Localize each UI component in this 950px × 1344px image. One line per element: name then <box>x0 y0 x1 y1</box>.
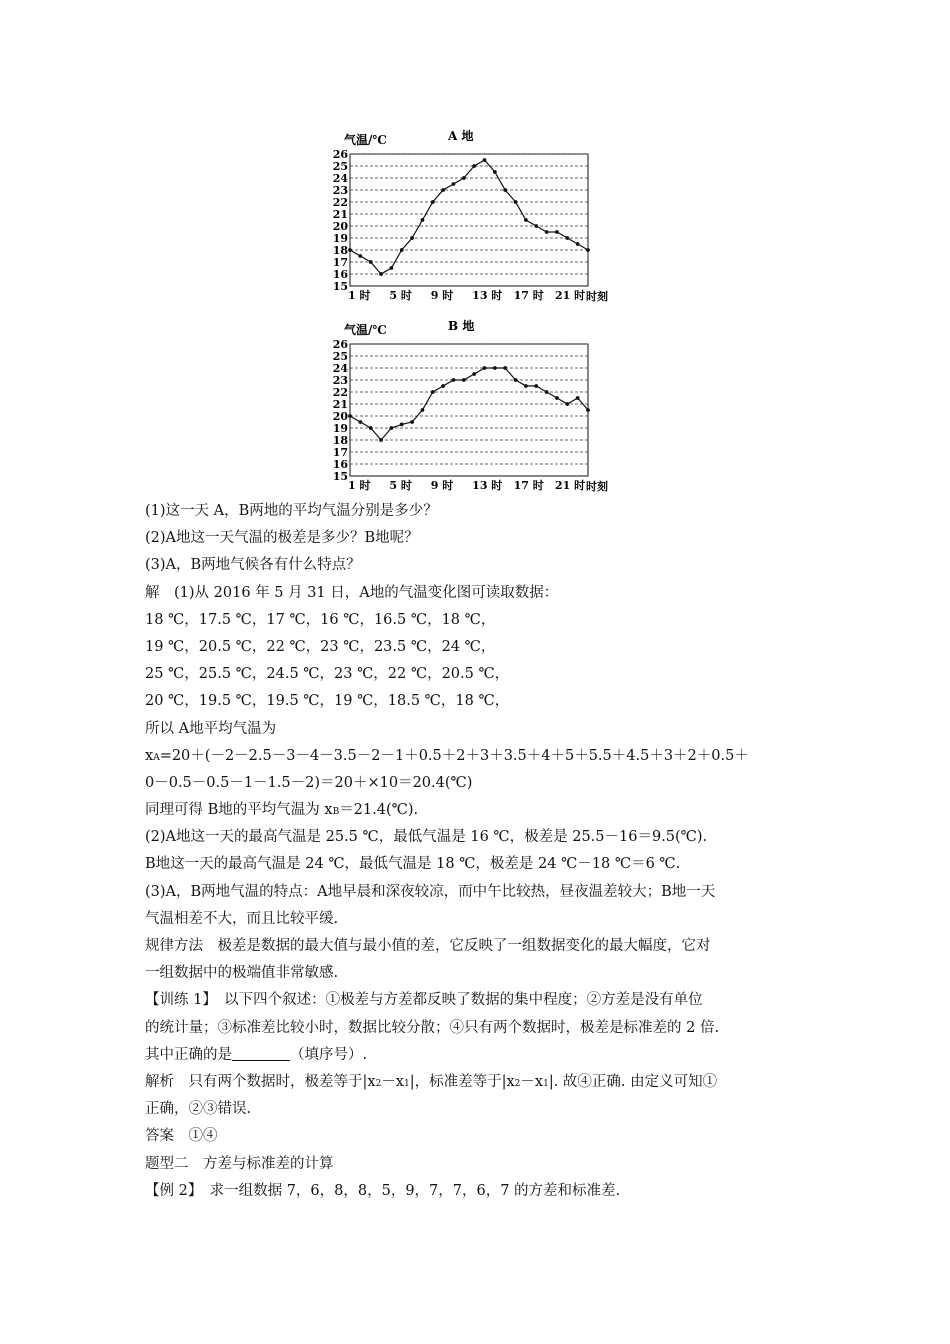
chart-a-svg <box>330 128 620 303</box>
average-a-label: 所以 A地平均气温为 <box>145 720 277 737</box>
chart-b-ylabel: 气温/℃ <box>344 323 387 337</box>
chart-b-data-point <box>586 408 590 412</box>
chart-b-x-ticks <box>348 478 585 492</box>
chart-a-plot-frame <box>350 154 588 286</box>
training-line-1: 【训练 1】 以下四个叙述：①极差与方差都反映了数据的集中程度；②方差是没有单位 <box>145 992 703 1009</box>
example-2: 【例 2】 求一组数据 7，6，8，8，5，9，7，7，6，7 的方差和标准差. <box>145 1182 621 1199</box>
method-line-1: 规律方法 极差是数据的最大值与最小值的差，它反映了一组数据变化的最大幅度，它对 <box>145 938 711 954</box>
chart-b-data-point <box>462 378 466 382</box>
analysis-sub-2b: 2 <box>514 1078 521 1089</box>
document-body <box>145 498 815 1205</box>
data-row-4: 20 ℃，19.5 ℃，19.5 ℃，19 ℃，18.5 ℃，18 ℃， <box>145 693 510 710</box>
avg-var: x <box>145 747 154 764</box>
average-formula-line-1 <box>145 743 815 770</box>
train-3a: 其中正确的是 <box>145 1046 232 1063</box>
chart-a-y-tick: 19 <box>332 232 348 245</box>
chart-a-data-point <box>493 170 497 174</box>
data-row-2: 19 ℃，20.5 ℃，22 ℃，23 ℃，23.5 ℃，24 ℃， <box>145 638 496 655</box>
chart-b-y-tick: 19 <box>332 422 348 435</box>
chart-a-data-point <box>483 158 487 162</box>
chart-a-y-tick: 26 <box>332 148 348 161</box>
chart-a-y-tick: 25 <box>332 160 348 173</box>
chart-a-ylabel: 气温/℃ <box>344 133 387 147</box>
chart-a-y-tick: 18 <box>332 244 348 257</box>
chart-b-data-point <box>524 384 528 388</box>
chart-a-data-point <box>586 248 590 252</box>
analysis-sub-1b: 1 <box>543 1078 549 1089</box>
chart-b-plot-frame <box>350 344 588 476</box>
chart-b-data-point <box>555 396 559 400</box>
chart-a-data-point <box>389 266 393 270</box>
avg-formula-1: =20＋(－2－2.5－3－4－3.5－2－1＋0.5＋2＋3＋3.5＋4＋5＋5.5＋4.5＋3＋2＋0.5＋ <box>159 747 749 764</box>
section-heading: 题型二 方差与标准差的计算 <box>145 1155 334 1172</box>
question-3: (3)A，B两地气候各有什么特点？ <box>145 557 361 574</box>
chart-a-data-point <box>410 236 414 240</box>
analysis-1a: 解析 只有两个数据时，极差等于|x <box>145 1073 376 1090</box>
analysis-sub-1: 1 <box>403 1078 410 1089</box>
chart-a-data-point <box>431 200 435 204</box>
range-b: B地这一天的最高气温是 24 ℃，最低气温是 18 ℃，极差是 24 ℃－18 ℃＝6 ℃. <box>145 856 681 873</box>
chart-a-x-tick: 13 时 <box>472 289 503 302</box>
chart-b <box>330 318 620 493</box>
chart-a-series-line <box>350 160 588 274</box>
chart-b-x-tick: 13 时 <box>472 479 503 492</box>
question-2: (2)A地这一天气温的极差是多少？B地呢？ <box>145 530 419 547</box>
avg-b-prefix: 同理可得 B地的平均气温为 <box>145 802 325 819</box>
chart-b-x-tick: 21 时 <box>554 479 586 492</box>
chart-a-y-tick: 15 <box>332 280 348 293</box>
chart-b-data-point <box>389 426 393 430</box>
analysis-1b: －x <box>381 1073 404 1090</box>
avg-var-sub: A <box>153 752 160 763</box>
chart-a-data-point <box>503 188 507 192</box>
chart-b-data-point <box>576 396 580 400</box>
avg-b-value: ＝21.4(℃). <box>339 802 419 819</box>
chart-a-data-point <box>576 242 580 246</box>
chart-b-data-point <box>400 423 404 427</box>
chart-a-data-point <box>534 224 538 228</box>
data-row-1: 18 ℃，17.5 ℃，17 ℃，16 ℃，16.5 ℃，18 ℃， <box>145 611 496 628</box>
chart-a-data-point <box>472 164 476 168</box>
chart-a-y-tick: 24 <box>332 172 348 185</box>
method-line-2: 一组数据中的极端值非常敏感. <box>145 965 339 982</box>
chart-b-y-tick: 20 <box>332 410 348 423</box>
chart-b-data-point <box>441 384 445 388</box>
chart-b-y-tick: 17 <box>332 446 348 459</box>
chart-a-x-tick: 17 时 <box>513 289 544 302</box>
chart-b-data-point <box>348 414 352 418</box>
chart-a-data-point <box>565 236 569 240</box>
average-b <box>145 797 815 824</box>
chart-a-data-point <box>545 230 549 234</box>
chart-b-y-ticks <box>333 338 349 483</box>
answer: 答案 ①④ <box>145 1128 218 1145</box>
chart-a-x-tick: 1 时 <box>348 289 371 302</box>
chart-b-y-tick: 24 <box>332 362 348 375</box>
chart-b-grid <box>350 344 588 476</box>
chart-b-y-tick: 25 <box>332 350 348 363</box>
feature-line-1: (3)A，B两地气温的特点：A地早晨和深夜较凉，而中午比较热，昼夜温差较大；B地一天 <box>145 883 716 900</box>
chart-b-data-point <box>493 366 497 370</box>
feature-line-2: 气温相差不大，而且比较平缓. <box>145 910 339 927</box>
answer-blank <box>232 1044 290 1061</box>
analysis-line-2: 正确，②③错误. <box>145 1101 252 1118</box>
chart-b-data-point <box>472 372 476 376</box>
chart-b-y-tick: 23 <box>332 374 348 387</box>
analysis-1b-2: －x <box>520 1073 544 1090</box>
chart-a-y-tick: 23 <box>332 184 348 197</box>
chart-b-y-tick: 21 <box>332 398 348 411</box>
chart-b-data-point <box>358 420 362 424</box>
analysis-1c: |，标准差等于|x <box>409 1073 515 1090</box>
question-1: (1)这一天 A，B两地的平均气温分别是多少？ <box>145 503 438 519</box>
chart-a-points <box>348 158 590 276</box>
chart-b-title: B 地 <box>448 319 475 333</box>
chart-a-title: A 地 <box>448 129 474 143</box>
chart-b-y-tick: 16 <box>332 458 348 471</box>
training-line-2: 的统计量；③标准差比较小时，数据比较分散；④只有两个数据时，极差是标准差的 2 倍. <box>145 1019 720 1036</box>
chart-b-data-point <box>545 390 549 394</box>
chart-a-data-point <box>348 248 352 252</box>
chart-b-data-point <box>421 408 425 412</box>
chart-b-data-point <box>483 366 487 370</box>
chart-a-data-point <box>452 182 456 186</box>
chart-a-y-tick: 21 <box>332 208 348 221</box>
analysis-1d: |. 故④正确. 由定义可知① <box>548 1073 718 1090</box>
chart-b-data-point <box>534 384 538 388</box>
average-formula-line-2: 0－0.5－0.5－1－1.5－2)＝20＋×10＝20.4(℃) <box>145 774 473 791</box>
chart-b-x-tick: 9 时 <box>430 479 454 492</box>
chart-b-data-point <box>431 390 435 394</box>
chart-b-y-tick: 15 <box>332 470 348 483</box>
chart-b-data-point <box>379 438 383 442</box>
chart-b-data-point <box>565 402 569 406</box>
chart-b-x-tick: 5 时 <box>389 479 412 492</box>
chart-b-data-point <box>369 426 373 430</box>
chart-b-y-tick: 22 <box>332 386 348 399</box>
chart-b-y-tick: 26 <box>332 338 348 351</box>
chart-b-xlabel: 时刻 <box>586 480 608 493</box>
chart-a-grid <box>350 154 588 286</box>
chart-b-data-point <box>410 420 414 424</box>
chart-a <box>330 128 620 303</box>
chart-b-x-tick: 1 时 <box>348 479 371 492</box>
chart-a-data-point <box>379 272 383 276</box>
chart-a-y-ticks <box>333 148 349 293</box>
solution-intro: 解 (1)从 2016 年 5 月 31 日，A地的气温变化图可读取数据： <box>145 584 559 601</box>
chart-a-x-tick: 5 时 <box>389 289 412 302</box>
analysis-sub-2: 2 <box>375 1078 382 1089</box>
chart-a-y-tick: 16 <box>332 268 348 281</box>
chart-b-data-point <box>503 366 507 370</box>
chart-a-data-point <box>441 188 445 192</box>
train-3b: （填序号）. <box>290 1046 368 1063</box>
avg-b-var: x <box>324 802 333 819</box>
chart-a-data-point <box>514 200 518 204</box>
chart-a-xlabel: 时刻 <box>586 290 608 303</box>
avg-b-sub: B <box>332 807 340 818</box>
chart-a-x-tick: 9 时 <box>430 289 454 302</box>
chart-b-data-point <box>452 378 456 382</box>
chart-a-y-tick: 17 <box>332 256 348 269</box>
range-a: (2)A地这一天的最高气温是 25.5 ℃，最低气温是 16 ℃，极差是 25.5－16＝9.5(℃). <box>145 829 708 846</box>
chart-a-data-point <box>421 218 425 222</box>
analysis-line-1 <box>145 1069 815 1096</box>
chart-b-x-tick: 17 时 <box>513 479 544 492</box>
chart-a-x-ticks <box>348 288 585 302</box>
training-line-3 <box>145 1042 815 1069</box>
chart-a-data-point <box>555 230 559 234</box>
chart-b-y-tick: 18 <box>332 434 348 447</box>
chart-a-data-point <box>369 260 373 264</box>
chart-a-data-point <box>358 254 362 258</box>
chart-a-x-tick: 21 时 <box>554 289 586 302</box>
chart-a-y-tick: 22 <box>332 196 348 209</box>
chart-a-data-point <box>462 176 466 180</box>
data-row-3: 25 ℃，25.5 ℃，24.5 ℃，23 ℃，22 ℃，20.5 ℃， <box>145 666 510 683</box>
chart-a-data-point <box>400 248 404 252</box>
chart-b-svg <box>330 318 620 493</box>
chart-a-y-tick: 20 <box>332 220 348 233</box>
chart-b-data-point <box>514 378 518 382</box>
chart-a-data-point <box>524 218 528 222</box>
